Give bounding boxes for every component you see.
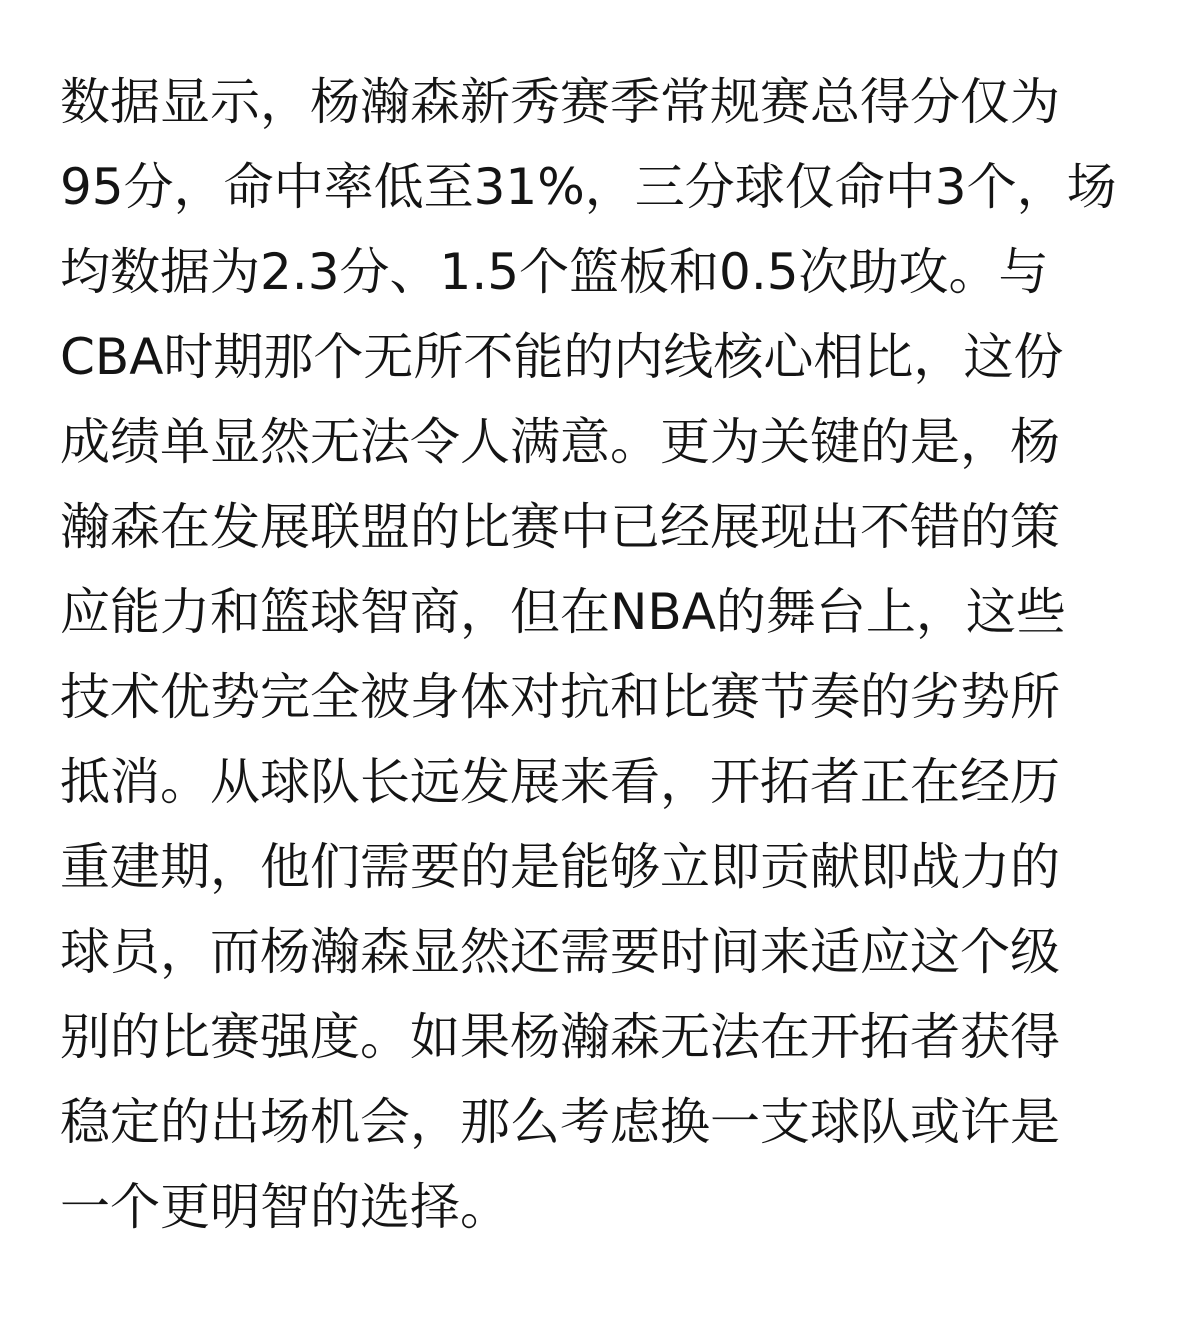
text-line: 95分，命中率低至31%，三分球仅命中3个，场 — [60, 158, 1117, 216]
text-line: 应能力和篮球智商，但在NBA的舞台上，这些 — [60, 583, 1066, 641]
text-line: 一个更明智的选择。 — [60, 1178, 510, 1236]
text-line: 数据显示，杨瀚森新秀赛季常规赛总得分仅为 — [60, 73, 1060, 131]
text-line: 球员，而杨瀚森显然还需要时间来适应这个级 — [60, 923, 1060, 981]
text-line: 重建期，他们需要的是能够立即贡献即战力的 — [60, 838, 1060, 896]
text-line: 技术优势完全被身体对抗和比赛节奏的劣势所 — [60, 668, 1060, 726]
article-body — [60, 60, 1120, 1250]
text-line: 瀚森在发展联盟的比赛中已经展现出不错的策 — [60, 498, 1060, 556]
text-line: 稳定的出场机会，那么考虑换一支球队或许是 — [60, 1093, 1060, 1151]
text-line: 抵消。从球队长远发展来看，开拓者正在经历 — [60, 753, 1060, 811]
text-line: 成绩单显然无法令人满意。更为关键的是，杨 — [60, 413, 1060, 471]
text-line: 均数据为2.3分、1.5个篮板和0.5次助攻。与 — [60, 243, 1049, 301]
text-line: CBA时期那个无所不能的内线核心相比，这份 — [60, 328, 1064, 386]
text-line: 别的比赛强度。如果杨瀚森无法在开拓者获得 — [60, 1008, 1060, 1066]
